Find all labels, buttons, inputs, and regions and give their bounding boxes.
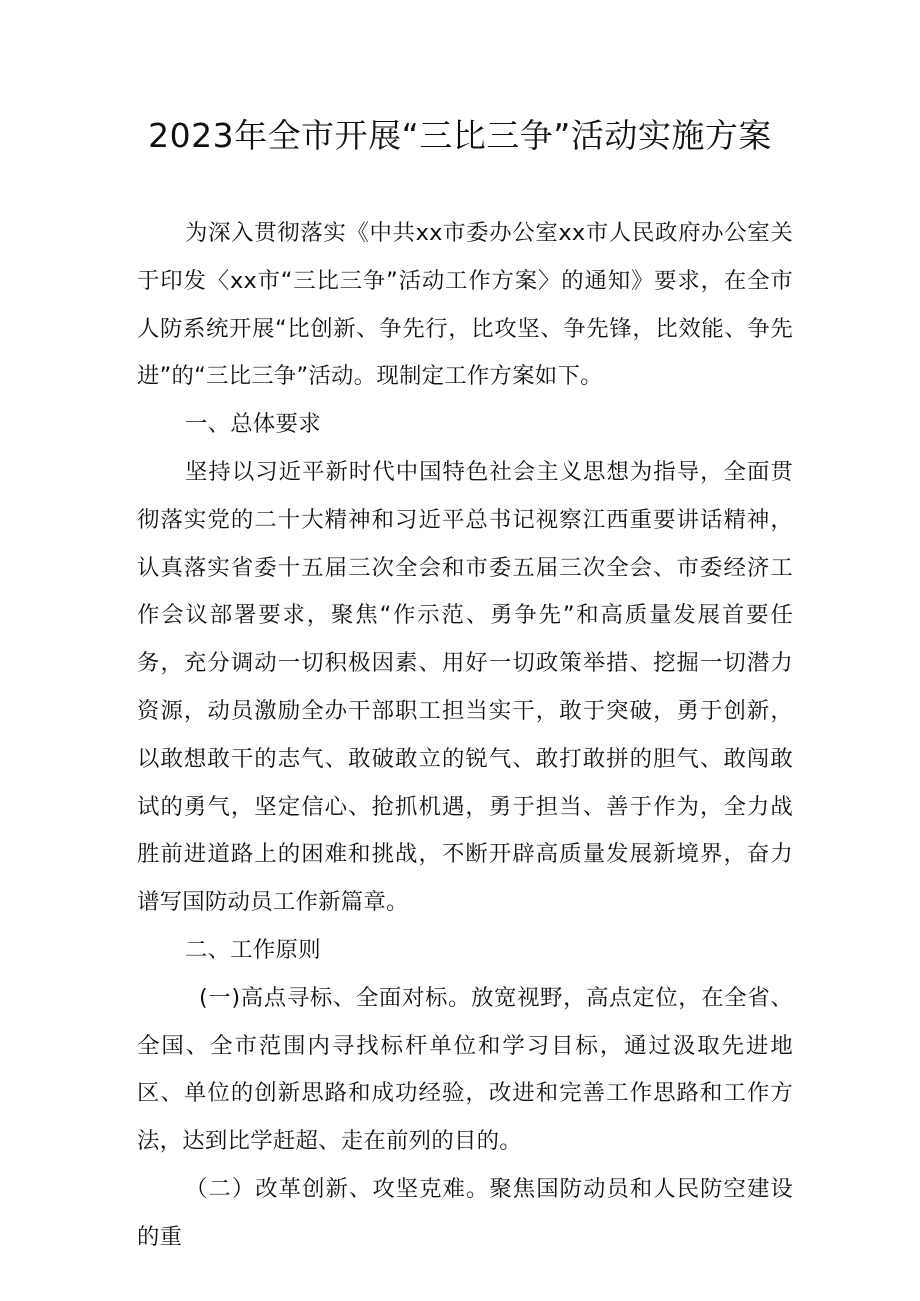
principle-item-2: （二）改革创新、攻坚克难。聚焦国防动员和人民防空建设的重	[137, 1175, 793, 1250]
overall-requirements-paragraph: 坚持以习近平新时代中国特色社会主义思想为指导，全面贯彻落实党的二十大精神和习近平总书记视察江西重要讲话精神，认真落实省委十五届三次全会和市委五届三次全会、市委经济工作会议部署要求，聚焦“作示范、勇争先”和高质量发展首要任务，充分调动一切积极因素、用好一切政策举措、挖掘一切潜力资源，动员激励全办干部职工担当实干，敢于突破，勇于创新，以敢想敢干的志气、敢破敢立的锐气、敢打敢拼的胆气、敢闯敢试的勇气，坚定信心、抢抓机遇，勇于担当、善于作为，全力战胜前进道路上的困难和挑战，不断开辟高质量发展新境界，奋力谱写国防动员工作新篇章。	[137, 458, 793, 916]
document-body	[137, 210, 793, 1262]
document-title: 2023年全市开展“三比三争”活动实施方案	[148, 116, 772, 155]
section-heading-work-principles: 二、工作原则	[185, 936, 321, 963]
principle-item-1: (一)高点寻标、全面对标。放宽视野，高点定位，在全省、全国、全市范围内寻找标杆单位和学习目标，通过汲取先进地区、单位的创新思路和成功经验，改进和完善工作思路和工作方法，达到比学赶超、走在前列的目的。	[137, 984, 793, 1155]
section-heading-overall-requirements: 一、总体要求	[185, 411, 321, 438]
intro-paragraph: 为深入贯彻落实《中共xx市委办公室xx市人民政府办公室关于印发〈xx市“三比三争”活动工作方案〉的通知》要求，在全市人防系统开展“比创新、争先行，比攻坚、争先锋，比效能、争先进”的“三比三争”活动。现制定工作方案如下。	[137, 220, 793, 390]
